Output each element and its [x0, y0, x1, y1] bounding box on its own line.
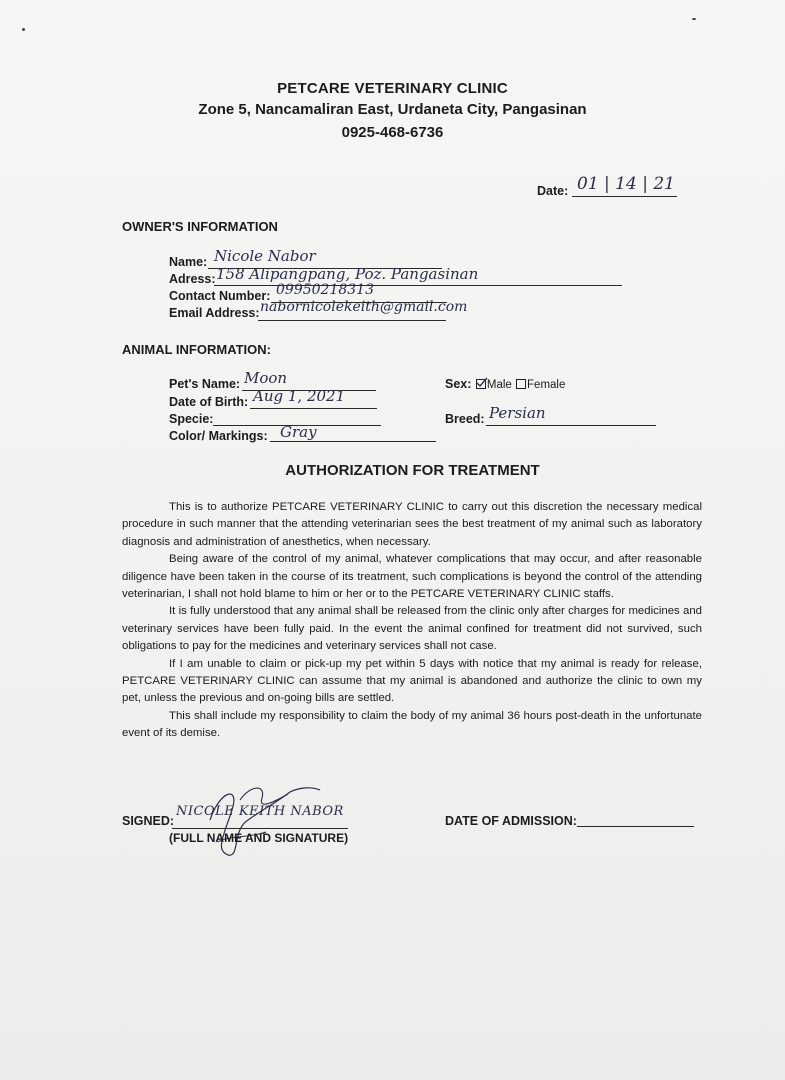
- animal-section-title: ANIMAL INFORMATION:: [122, 342, 271, 357]
- authorization-body: [122, 499, 702, 743]
- sex-options: [475, 379, 566, 391]
- signed-name-value: NICOLE KEITH NABOR: [176, 804, 344, 819]
- authorization-paragraph: This is to authorize PETCARE VETERINARY CLINIC to carry out this discretion the necessary medical procedure in such manner that the attending veterinarian sees the best treatment of my animal such as laboratory diagnosis and administration of anesthetics, when necessary.: [122, 501, 702, 548]
- sex-female-label: Female: [527, 379, 566, 391]
- date-value: 01 | 14 | 21: [577, 174, 675, 194]
- clinic-phone: 0925-468-6736: [341, 124, 444, 141]
- sex-male-label: Male: [486, 379, 512, 391]
- signature-scribble: [170, 780, 360, 860]
- clinic-address: Zone 5, Nancamaliran East, Urdaneta City, Pangasinan: [198, 101, 587, 118]
- color-value: Gray: [280, 423, 317, 441]
- signature-caption: (FULL NAME AND SIGNATURE): [169, 831, 349, 845]
- dob-label: Date of Birth:: [169, 395, 249, 409]
- sex-male-checkbox[interactable]: [476, 379, 486, 389]
- specie-label: Specie:: [169, 412, 214, 426]
- owner-email-underline: [258, 320, 446, 321]
- breed-underline: [486, 425, 656, 426]
- date-label: Date:: [537, 184, 569, 198]
- signature-underline: [172, 828, 348, 829]
- dob-underline: [250, 408, 377, 409]
- date-underline: [572, 196, 677, 197]
- scan-speck: [22, 28, 25, 31]
- pet-name-label: Pet's Name:: [169, 377, 241, 391]
- check-mark-icon: [476, 377, 488, 387]
- signed-label: SIGNED:: [122, 814, 175, 828]
- admission-label: DATE OF ADMISSION:: [445, 814, 577, 828]
- owner-section-title: OWNER'S INFORMATION: [122, 219, 278, 234]
- owner-name-value: Nicole Nabor: [214, 247, 316, 265]
- owner-address-label: Adress:: [169, 272, 216, 286]
- owner-contact-label: Contact Number:: [169, 289, 271, 303]
- sex-female-checkbox[interactable]: [516, 379, 526, 389]
- pet-name-value: Moon: [244, 369, 288, 387]
- sex-label: Sex:: [445, 377, 472, 391]
- authorization-paragraph: Being aware of the control of my animal, whatever complications that may occur, and after reasonable diligence have been taken in the course of its treatment, such complications is beyond the control of the attending veterinarian, I shall not hold blame to him or her or to the PETCARE VETERINARY CLINIC staffs.: [122, 553, 702, 601]
- authorization-paragraph: It is fully understood that any animal shall be released from the clinic only after charges for medicines and veterinary services have been fully paid. In the event the animal confined for treatment did not survived, such obligations to pay for the medicines and veterinary services shall not case.: [122, 605, 702, 653]
- breed-label: Breed:: [445, 412, 485, 426]
- owner-email-value: nabornicolekeith@gmail.com: [260, 299, 468, 315]
- authorization-paragraph: If I am unable to claim or pick-up my pet within 5 days with notice that my animal is ready for release, PETCARE VETERINARY CLINIC can assume that my animal is abandoned and authorize the clinic to own my pet, unless the previous and on-going bills are settled.: [122, 657, 702, 705]
- authorization-paragraph: This shall include my responsibility to claim the body of my animal 36 hours post-death in the unfortunate event of its demise.: [122, 709, 702, 740]
- sex-field: [445, 377, 565, 391]
- owner-email-label: Email Address:: [169, 306, 260, 320]
- dob-value: Aug 1, 2021: [253, 387, 346, 405]
- owner-address-value: 158 Alipangpang, Poz. Pangasinan: [216, 265, 479, 283]
- breed-value: Persian: [489, 404, 546, 422]
- admission-underline: [577, 826, 694, 827]
- owner-name-label: Name:: [169, 255, 208, 269]
- authorization-title: AUTHORIZATION FOR TREATMENT: [285, 462, 540, 479]
- owner-contact-value: 09950218313: [276, 282, 374, 298]
- scan-speck: [692, 18, 696, 20]
- color-label: Color/ Markings:: [169, 429, 268, 443]
- color-underline: [270, 441, 436, 442]
- clinic-name: PETCARE VETERINARY CLINIC: [277, 80, 508, 97]
